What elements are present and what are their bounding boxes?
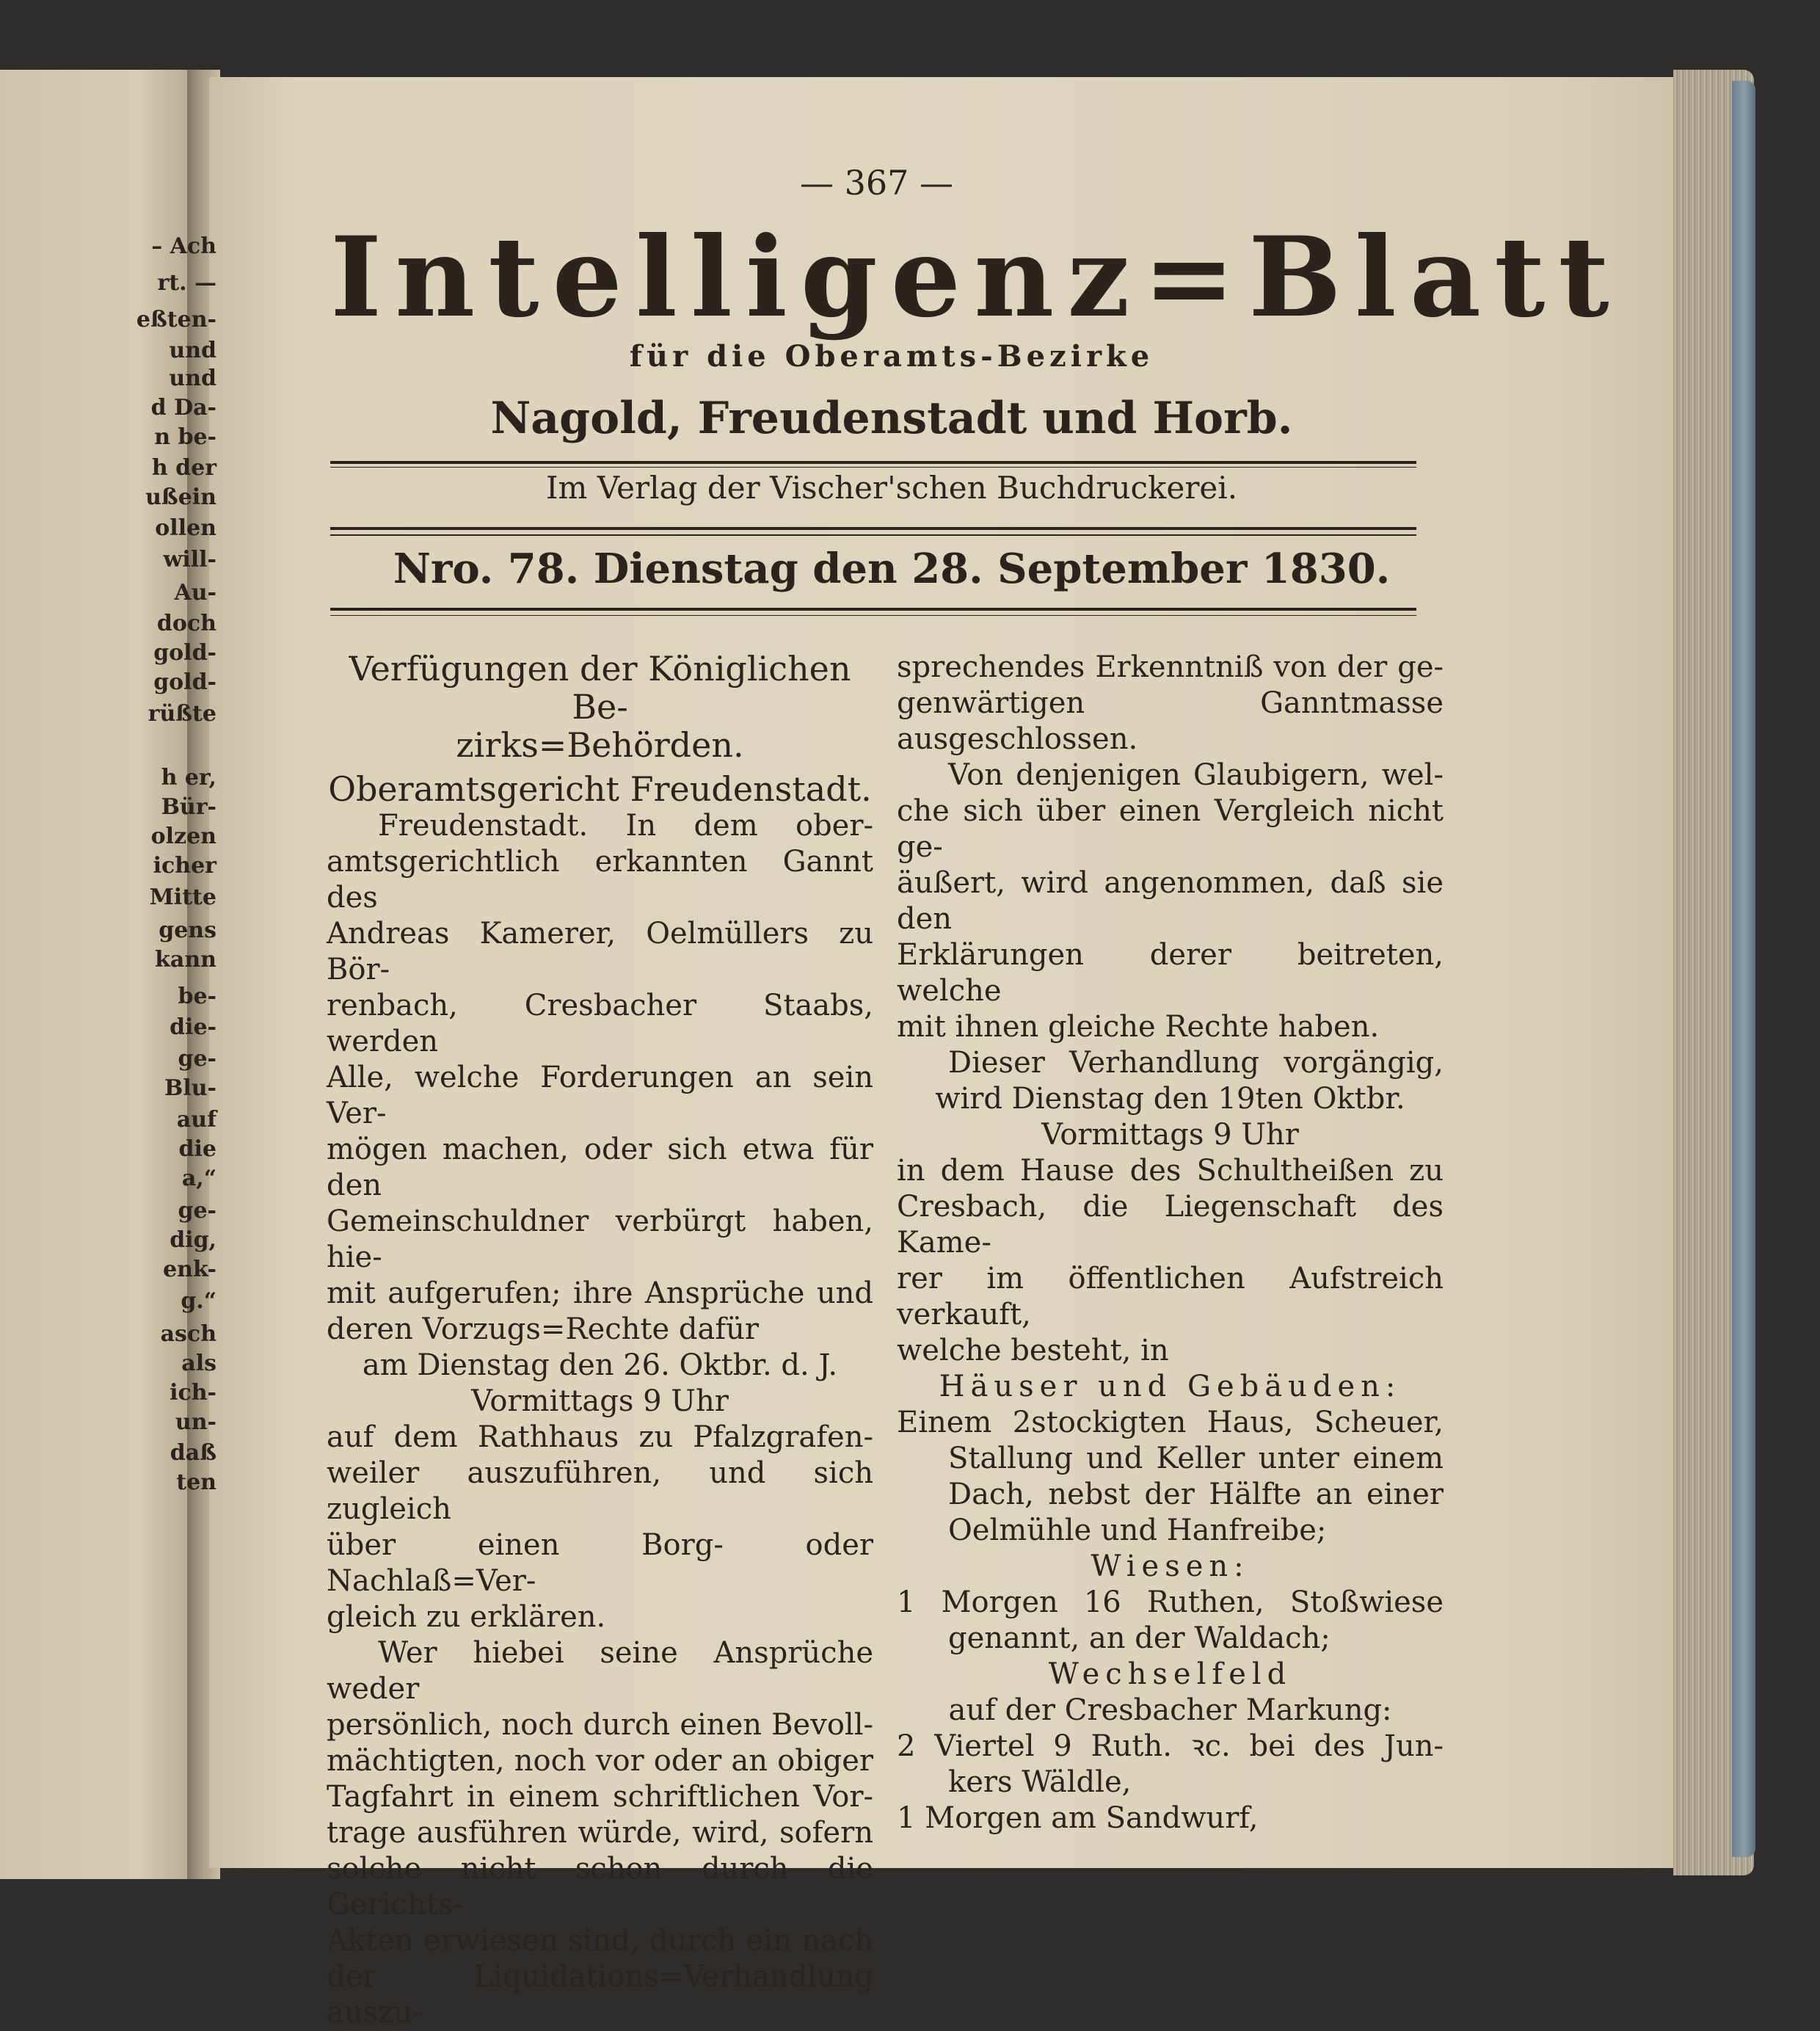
text-line: Freudenstadt. In dem ober- bbox=[378, 809, 873, 843]
left-fragment: gens bbox=[159, 918, 216, 943]
left-fragment: Blu- bbox=[164, 1075, 216, 1101]
text-line: mit ihnen gleiche Rechte haben. bbox=[897, 1010, 1380, 1044]
time-line: Vormittags 9 Uhr bbox=[471, 1384, 729, 1418]
text-line: Alle, welche Forderungen an sein Ver- bbox=[327, 1061, 873, 1130]
left-fragment: auf bbox=[176, 1107, 216, 1133]
left-fragment: – Ach bbox=[151, 233, 216, 259]
article-column-left bbox=[327, 650, 873, 2031]
header-rule bbox=[330, 461, 1416, 464]
left-fragment: als bbox=[181, 1351, 216, 1376]
left-fragment: icher bbox=[153, 853, 216, 879]
left-fragment: ten bbox=[176, 1469, 216, 1495]
left-fragment: h der bbox=[151, 455, 216, 481]
text-line: Tagfahrt in einem schriftlichen Vor- bbox=[327, 1780, 873, 1814]
text-line: gleich zu erklären. bbox=[327, 1600, 606, 1634]
left-fragment: dig, bbox=[170, 1227, 216, 1253]
left-fragment: daß bbox=[170, 1440, 216, 1466]
text-line: mächtigten, noch vor oder an obiger bbox=[327, 1744, 873, 1778]
page-number: — 367 — bbox=[800, 163, 954, 203]
text-line: che sich über einen Vergleich nicht ge- bbox=[897, 794, 1444, 864]
section-heading: zirks=Behörden. bbox=[456, 725, 744, 765]
text-line: Erklärungen derer beitreten, welche bbox=[897, 938, 1444, 1008]
section-heading: Verfügungen der Königlichen Be- bbox=[349, 649, 851, 727]
left-fragment: asch bbox=[160, 1321, 216, 1347]
left-fragment: gold- bbox=[153, 640, 216, 666]
left-fragment: ge- bbox=[178, 1046, 216, 1072]
text-line: weiler auszuführen, und sich zugleich bbox=[327, 1456, 873, 1526]
text-line: Dieser Verhandlung vorgängig, bbox=[948, 1046, 1444, 1080]
text-line: Oelmühle und Hanfreibe; bbox=[948, 1514, 1327, 1547]
text-line: Cresbach, die Liegenschaft des Kame- bbox=[897, 1190, 1444, 1260]
category-heading: Wechselfeld bbox=[1048, 1657, 1292, 1691]
text-line: Akten erwiesen sind, durch ein nach bbox=[327, 1924, 873, 1958]
text-line: genwärtigen Ganntmasse ausgeschlossen. bbox=[897, 686, 1444, 756]
date-line: am Dienstag den 26. Oktbr. d. J. bbox=[362, 1348, 838, 1382]
left-fragment: be- bbox=[178, 984, 216, 1009]
article-column-right bbox=[897, 650, 1444, 1836]
text-line: amtsgerichtlich erkannten Gannt des bbox=[327, 845, 873, 915]
text-line: 1 Morgen am Sandwurf, bbox=[897, 1801, 1259, 1835]
left-fragment: Bür- bbox=[161, 794, 216, 820]
left-fragment: d Da- bbox=[150, 395, 216, 421]
left-fragment: olzen bbox=[150, 824, 216, 849]
text-line: in dem Hause des Schultheißen zu bbox=[897, 1154, 1444, 1188]
text-line: mögen machen, oder sich etwa für den bbox=[327, 1133, 873, 1202]
left-fragment: doch bbox=[156, 611, 216, 636]
text-line: Andreas Kamerer, Oelmüllers zu Bör- bbox=[327, 917, 873, 987]
text-line: über einen Borg- oder Nachlaß=Ver- bbox=[327, 1528, 873, 1598]
text-line: auf der Cresbacher Markung: bbox=[948, 1693, 1392, 1727]
left-fragment: die bbox=[178, 1136, 216, 1162]
left-fragment: kann bbox=[155, 947, 216, 973]
text-line: äußert, wird angenommen, daß sie den bbox=[897, 866, 1444, 936]
left-fragment: rt. — bbox=[157, 270, 216, 296]
text-line: auf dem Rathhaus zu Pfalzgrafen- bbox=[327, 1420, 873, 1454]
category-heading: Häuser und Gebäuden: bbox=[939, 1370, 1402, 1403]
issue-rule-thin bbox=[330, 615, 1416, 616]
left-fragment: ich- bbox=[170, 1380, 216, 1406]
left-fragment: Mitte bbox=[149, 884, 216, 910]
left-fragment: un- bbox=[175, 1409, 216, 1435]
left-fragment: eßten- bbox=[136, 307, 216, 333]
text-line: 1 Morgen 16 Ruthen, Stoßwiese bbox=[897, 1585, 1444, 1619]
date-line: wird Dienstag den 19ten Oktbr. bbox=[935, 1082, 1405, 1116]
text-line: solche nicht schon durch die Gerichts- bbox=[327, 1852, 873, 1922]
authority-heading: Oberamtsgericht Freudenstadt. bbox=[328, 769, 872, 809]
text-line: welche besteht, in bbox=[897, 1334, 1169, 1367]
left-fragment: n be- bbox=[154, 424, 216, 450]
text-line: genannt, an der Waldach; bbox=[948, 1621, 1331, 1655]
book-cover-edge bbox=[1732, 81, 1755, 1857]
masthead-subtitle: für die Oberamts-Bezirke bbox=[629, 339, 1154, 374]
left-fragment: ußein bbox=[145, 484, 216, 510]
issue-line: Nro. 78. Dienstag den 28. September 1830. bbox=[393, 545, 1391, 593]
text-line: trage ausführen würde, wird, sofern bbox=[327, 1816, 873, 1850]
text-line: kers Wäldle, bbox=[948, 1765, 1132, 1799]
text-line: der Liquidations=Verhandlung auszu- bbox=[327, 1960, 873, 2030]
left-fragment: ge- bbox=[178, 1198, 216, 1224]
text-line: deren Vorzugs=Rechte dafür bbox=[327, 1312, 760, 1346]
text-line: Stallung und Keller unter einem bbox=[948, 1442, 1444, 1475]
left-fragment: rüßte bbox=[148, 701, 216, 727]
issue-rule bbox=[330, 608, 1416, 611]
left-fragment: und bbox=[169, 366, 216, 391]
text-line: renbach, Cresbacher Staabs, werden bbox=[327, 989, 873, 1058]
publisher-line: Im Verlag der Vischer'schen Buchdruckerei. bbox=[545, 470, 1238, 506]
masthead-districts: Nagold, Freudenstadt und Horb. bbox=[490, 393, 1293, 444]
publisher-rule bbox=[330, 527, 1416, 530]
text-line: mit aufgerufen; ihre Ansprüche und bbox=[327, 1276, 873, 1310]
text-line: Von denjenigen Glaubigern, wel- bbox=[948, 758, 1444, 792]
left-fragment: enk- bbox=[163, 1257, 216, 1282]
text-line: Gemeinschuldner verbürgt haben, hie- bbox=[327, 1205, 873, 1274]
left-fragment: gold- bbox=[153, 669, 216, 695]
text-line: Dach, nebst der Hälfte an einer bbox=[948, 1478, 1444, 1511]
left-fragment: will- bbox=[163, 547, 216, 573]
text-line: 2 Viertel 9 Ruth. ꝛc. bei des Jun- bbox=[897, 1729, 1444, 1763]
publisher-rule-thin bbox=[330, 534, 1416, 536]
header-rule-thin bbox=[330, 467, 1416, 468]
text-line: sprechendes Erkenntniß von der ge- bbox=[897, 650, 1444, 684]
masthead-title: Intelligenz=Blatt bbox=[330, 213, 1623, 342]
left-fragment: h er, bbox=[161, 765, 216, 791]
left-fragment: Au- bbox=[174, 580, 216, 606]
left-fragment: a,“ bbox=[181, 1166, 216, 1191]
time-line: Vormittags 9 Uhr bbox=[1041, 1118, 1299, 1152]
left-fragment: und bbox=[169, 338, 216, 363]
text-line: rer im öffentlichen Aufstreich verkauft, bbox=[897, 1262, 1444, 1331]
category-heading: Wiesen: bbox=[1091, 1549, 1250, 1583]
left-fragment: g.“ bbox=[181, 1288, 216, 1314]
text-line: persönlich, noch durch einen Bevoll- bbox=[327, 1708, 873, 1742]
left-fragment: ollen bbox=[155, 515, 216, 541]
left-fragment: die- bbox=[170, 1014, 216, 1040]
text-line: Wer hiebei seine Ansprüche weder bbox=[327, 1636, 873, 1706]
text-line: Einem 2stockigten Haus, Scheuer, bbox=[897, 1406, 1444, 1439]
